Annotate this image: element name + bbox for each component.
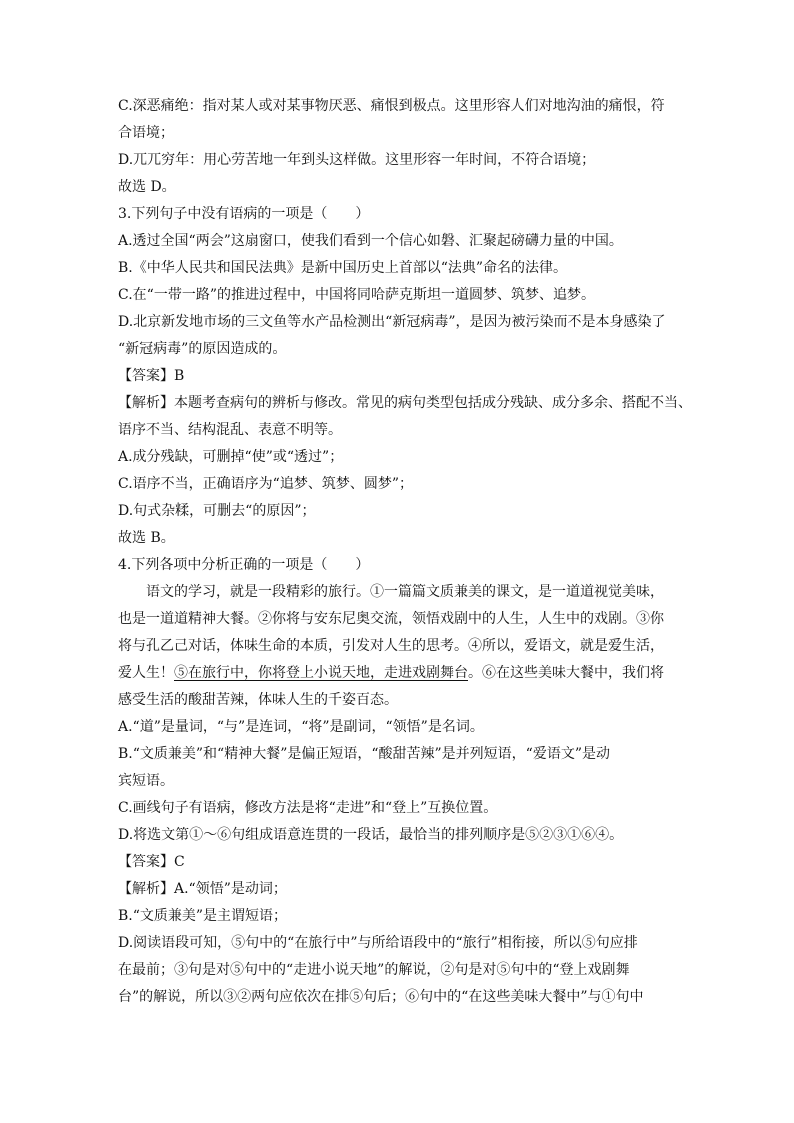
text-line: 合语境；	[118, 125, 174, 141]
option-c: C.在“一带一路”的推进过程中，中国将同哈萨克斯坦一道圆梦、筑梦、追梦。	[118, 287, 595, 303]
passage-line: 语文的学习，就是一段精彩的旅行。①一篇篇文质兼美的课文，是一道道视觉美味，	[146, 584, 664, 600]
text-line: 语序不当、结构混乱、表意不明等。	[118, 422, 342, 438]
text-line: A.成分残缺，可删掉“使”或“透过”；	[118, 449, 344, 465]
option-c: C.画线句子有语病，修改方法是将“走进”和“登上”互换位置。	[118, 800, 498, 816]
text-line: C.语序不当，正确语序为“追梦、筑梦、圆梦”；	[118, 476, 413, 492]
text-line: D.句式杂糅，可删去“的原因”；	[118, 503, 316, 519]
text-line: D.阅读语段可知，⑤句中的“在旅行中”与所给语段中的“旅行”相衔接，所以⑤句应排	[118, 935, 638, 951]
text-line: 在最前；③句是对⑤句中的“走进小说天地”的解说，②句是对⑤句中的“登上戏剧舞	[118, 962, 630, 978]
text-line: “新冠病毒”的原因造成的。	[118, 341, 287, 357]
option-a: A.“道”是量词，“与”是连词，“将”是副词，“领悟”是名词。	[118, 719, 484, 735]
passage-line: 感受生活的酸甜苦辣，体味人生的千姿百态。	[118, 692, 398, 708]
analysis-text: 【解析】A.“领悟”是动词；	[118, 881, 287, 897]
question-4-title: 4.下列各项中分析正确的一项是（ ）	[118, 557, 370, 573]
passage-prefix: 爱人生！	[118, 665, 174, 681]
analysis-text: 【解析】本题考查病句的辨析与修改。常见的病句类型包括成分残缺、成分多余、搭配不当、	[118, 395, 692, 411]
passage-line: 将与孔乙己对话，体味生命的本质，引发对人生的思考。④所以，爱语文，就是爱生活，	[118, 638, 664, 654]
text-line: 故选 B。	[118, 530, 175, 546]
answer-label: 【答案】C	[118, 854, 185, 870]
text-line: B.“文质兼美”是主谓短语；	[118, 908, 288, 924]
text-line: C.深恶痛绝：指对某人或对某事物厌恶、痛恨到极点。这里形容人们对地沟油的痛恨，符	[118, 98, 665, 114]
option-b: B.《中华人民共和国民法典》是新中国历史上首部以“法典”命名的法律。	[118, 260, 568, 276]
text-line: 故选 D。	[118, 179, 176, 195]
passage-line: 也是一道道精神大餐。②你将与安东尼奥交流，领悟戏剧中的人生，人生中的戏剧。③你	[118, 611, 664, 627]
text-line: 宾短语。	[118, 773, 174, 789]
option-d: D.北京新发地市场的三文鱼等水产品检测出“新冠病毒”，是因为被污染而不是本身感染了	[118, 314, 666, 330]
answer-label: 【答案】B	[118, 368, 185, 384]
question-3-title: 3.下列句子中没有语病的一项是（ ）	[118, 206, 370, 222]
passage-line-underlined	[118, 660, 678, 687]
document-page	[118, 93, 692, 1011]
option-a: A.透过全国“两会”这扇窗口，使我们看到一个信心如磐、汇聚起磅礴力量的中国。	[118, 233, 623, 249]
option-b: B.“文质兼美”和“精神大餐”是偏正短语，“酸甜苦辣”是并列短语，“爱语文”是动	[118, 746, 610, 762]
underlined-sentence: ⑤在旅行中，你将登上小说天地，走进戏剧舞台	[174, 665, 468, 681]
text-line: D.兀兀穷年：用心劳苦地一年到头这样做。这里形容一年时间，不符合语境；	[118, 152, 596, 168]
passage-suffix: 。⑥在这些美味大餐中，我们将	[468, 665, 664, 681]
text-line: 台”的解说，所以③②两句应依次在排⑤句后；⑥句中的“在这些美味大餐中”与①句中	[118, 989, 644, 1005]
option-d: D.将选文第①～⑥句组成语意连贯的一段话，最恰当的排列顺序是⑤②③①⑥④。	[118, 827, 624, 843]
